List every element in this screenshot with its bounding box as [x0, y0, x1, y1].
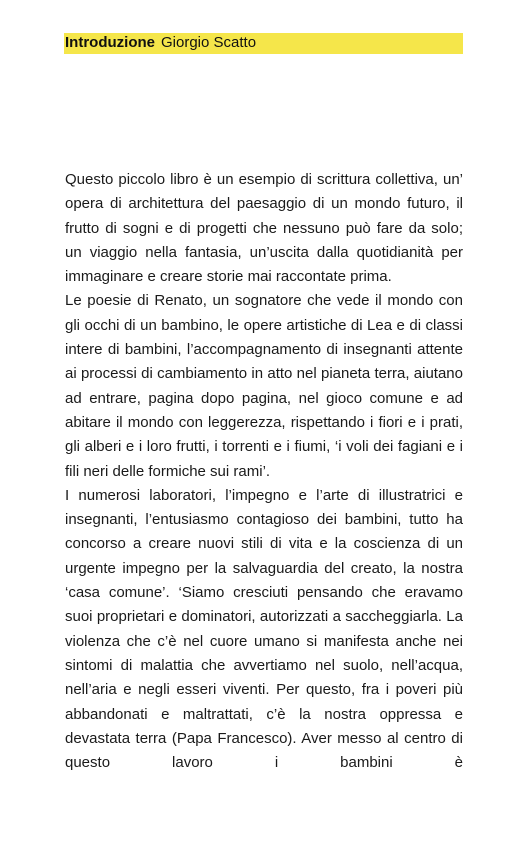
paragraph: I numerosi laboratori, l’impegno e l’arte di illustratrici e insegnanti, l’entusiasmo contagioso dei bambini, tutto ha concorso a creare nuovi stili di vita e la coscienza di un urgente impegno per la salvaguardia del creato, la nostra ‘casa comune’. ‘Siamo cresciuti pensando che eravamo suoi proprietari e dominatori, autorizzati a saccheggiarla. La violenza che c’è nel cuore umano si manifesta anche nei sintomi di malattia che avvertiamo nel suolo, nell’acqua, nell’aria e negli esseri viventi. Per questo, fra i poveri più abbandonati e maltrattati, c’è la nostra oppressa e devastata terra (Papa Francesco). Aver messo al centro di questo lavoro i bambini è	[65, 486, 463, 772]
author-name: Giorgio Scatto	[161, 34, 257, 51]
paragraph: Questo piccolo libro è un esempio di scrittura collettiva, un’ opera di architettura del paesaggio di un mondo futuro, il frutto di sogni e di progetti che nessuno può fare da solo; un viaggio nella fantasia, un’uscita dalla quotidianità per immaginare e creare storie mai raccontate prima.	[65, 171, 463, 286]
section-title: Introduzione	[65, 34, 155, 51]
paragraph: Le poesie di Renato, un sognatore che vede il mondo con gli occhi di un bambino, le opere artistiche di Lea e di classi intere di bambini, l’accompagnamento di insegnanti attente ai processi di cambiamento in atto nel pianeta terra, aiutano ad entrare, pagina dopo pagina, nel gioco comune e ad abitare il mondo con leggerezza, rispettando i fiori e i prati, gli alberi e i loro frutti, i torrenti e i fiumi, ‘i voli dei fagiani e i fili neri delle formiche sui rami’.	[65, 292, 463, 480]
chapter-header-bar	[64, 33, 463, 54]
body-text	[65, 168, 463, 775]
